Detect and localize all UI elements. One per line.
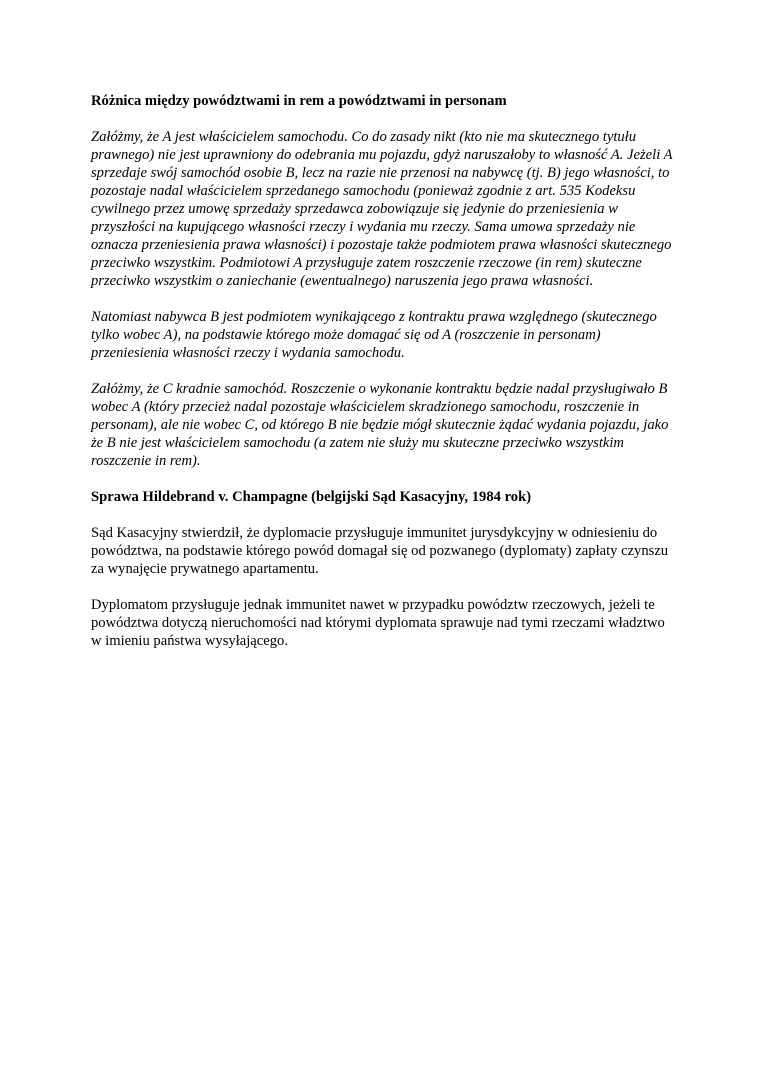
section-heading-hildebrand-case: Sprawa Hildebrand v. Champagne (belgijski Sąd Kasacyjny, 1984 rok) [91,489,532,505]
paragraph-court-ruling: Sąd Kasacyjny stwierdził, że dyplomacie przysługuje immunitet jurysdykcyjny w odniesieniu do powództwa, na podstawie którego powód domagał się od pozwanego (dyplomaty) zapłaty czynszu za wynajęcie prywatnego apartamentu. [91,525,669,577]
paragraph-theft-by-c: Załóżmy, że C kradnie samochód. Roszczenie o wykonanie kontraktu będzie nadal przysługiwało B wobec A (który przecież nadal pozostaje właścicielem skradzionego samochodu, roszczenie in personam), ale nie wobec C, od którego B nie będzie mógł skutecznie żądać wydania pojazdu, jako że B nie jest właścicielem samochodu (a zatem nie służy mu skuteczne przeciwko wszystkim roszczenie in rem). [91,381,669,469]
paragraph-example-owner-a: Załóżmy, że A jest właścicielem samochodu. Co do zasady nikt (kto nie ma skutecznego tytułu prawnego) nie jest uprawniony do odebrania mu pojazdu, gdyż naruszałoby to własność A. Jeżeli A sprzedaje swój samochód osobie B, lecz na razie nie przenosi na nabywcę (tj. B) jego własności, to pozostaje nadal właścicielem sprzedanego samochodu (ponieważ zgodnie z art. 535 Kodeksu cywilnego przez umowę sprzedaży sprzedawca zobowiązuje się jedynie do przeniesienia w przyszłości na kupującego własności rzeczy i wydania mu rzeczy. Sama umowa sprzedaży nie oznacza przeniesienia prawa własności) i pozostaje także podmiotem prawa własności skutecznego przeciwko wszystkim. Podmiotowi A przysługuje zatem roszczenie rzeczowe (in rem) skuteczne przeciwko wszystkim o zaniechanie (ewentualnego) naruszenia jego prawa własności. [91,129,673,289]
paragraph-buyer-b: Natomiast nabywca B jest podmiotem wynikającego z kontraktu prawa względnego (skutecznego tylko wobec A), na podstawie którego może domagać się od A (roszczenie in personam) przeniesienia własności rzeczy i wydania samochodu. [91,309,657,361]
section-heading-in-rem-in-personam: Różnica między powództwami in rem a powództwami in personam [91,93,507,109]
paragraph-diplomat-immunity: Dyplomatom przysługuje jednak immunitet nawet w przypadku powództw rzeczowych, jeżeli te powództwa dotyczą nieruchomości nad którymi dyplomata sprawuje nad tymi rzeczami władztwo w imieniu państwa wysyłającego. [91,597,665,649]
document-page [91,92,677,668]
